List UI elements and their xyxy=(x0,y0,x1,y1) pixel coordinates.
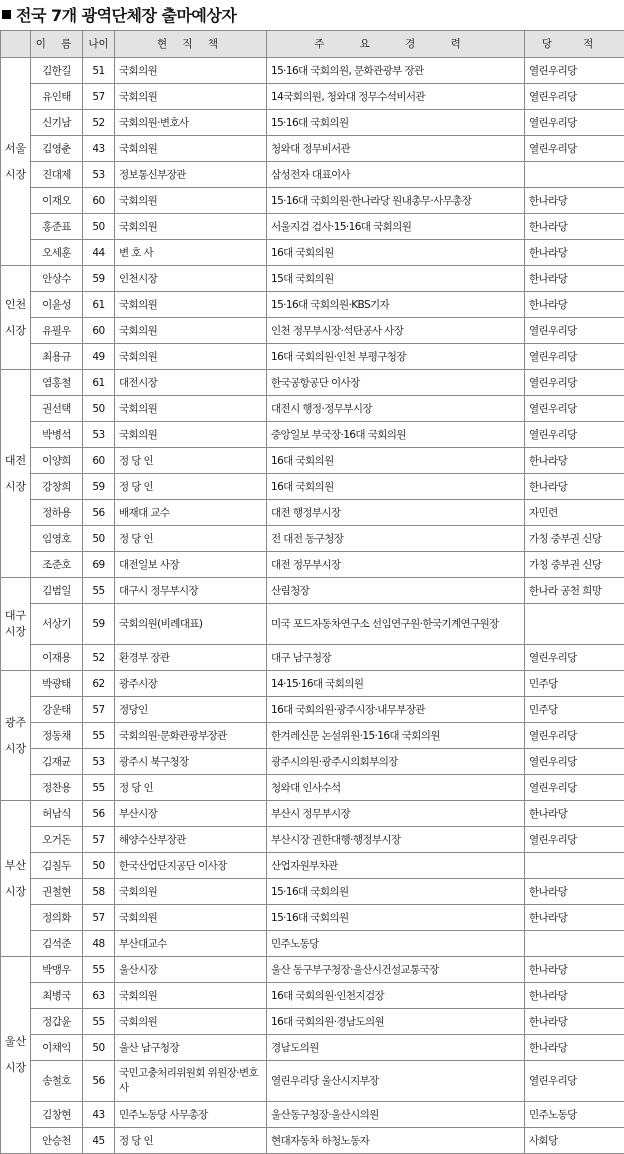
career-cell: 부산시 정무부시장 xyxy=(267,801,525,827)
table-row xyxy=(1,162,624,188)
career-cell: 경남도의원 xyxy=(267,1035,525,1061)
candidates-table xyxy=(0,30,624,1154)
party-cell: 열린우리당 xyxy=(525,827,624,853)
party-cell: 가칭 중부권 신당 xyxy=(525,552,624,578)
name-cell: 허남식 xyxy=(31,801,83,827)
party-cell: 한나라당 xyxy=(525,266,624,292)
age-cell: 60 xyxy=(83,318,115,344)
region-cell: 서울시장 xyxy=(1,58,31,266)
name-cell: 이양희 xyxy=(31,448,83,474)
party-cell xyxy=(525,162,624,188)
party-cell: 열린우리당 xyxy=(525,1061,624,1102)
party-cell: 한나라당 xyxy=(525,905,624,931)
age-cell: 61 xyxy=(83,370,115,396)
career-cell: 15·16대 국회의원·한나라당 원내총무·사무총장 xyxy=(267,188,525,214)
table-row xyxy=(1,827,624,853)
party-cell: 열린우리당 xyxy=(525,723,624,749)
table-row xyxy=(1,905,624,931)
name-cell: 권철현 xyxy=(31,879,83,905)
age-cell: 60 xyxy=(83,448,115,474)
party-cell: 열린우리당 xyxy=(525,110,624,136)
position-cell: 대전시장 xyxy=(115,370,267,396)
position-cell: 울산 남구청장 xyxy=(115,1035,267,1061)
name-cell: 이재용 xyxy=(31,645,83,671)
age-cell: 60 xyxy=(83,188,115,214)
page-title xyxy=(0,0,624,28)
position-cell: 국회의원 xyxy=(115,58,267,84)
career-cell: 대구 남구청장 xyxy=(267,645,525,671)
party-cell: 열린우리당 xyxy=(525,775,624,801)
career-cell: 15대 국회의원 xyxy=(267,266,525,292)
party-cell: 민주노동당 xyxy=(525,1102,624,1128)
party-cell xyxy=(525,604,624,645)
name-cell: 진대제 xyxy=(31,162,83,188)
age-cell: 50 xyxy=(83,1035,115,1061)
table-row xyxy=(1,1061,624,1102)
table-row xyxy=(1,853,624,879)
party-cell: 한나라당 xyxy=(525,957,624,983)
name-cell: 박광태 xyxy=(31,671,83,697)
career-cell: 15·16대 국회의원, 문화관광부 장관 xyxy=(267,58,525,84)
party-cell: 가칭 중부권 신당 xyxy=(525,526,624,552)
name-cell: 최용규 xyxy=(31,344,83,370)
name-cell: 권선택 xyxy=(31,396,83,422)
party-cell: 사회당 xyxy=(525,1128,624,1154)
career-cell: 15·16대 국회의원 xyxy=(267,905,525,931)
table-row xyxy=(1,879,624,905)
header-party: 당 적 xyxy=(525,31,624,58)
age-cell: 59 xyxy=(83,266,115,292)
position-cell: 정 당 인 xyxy=(115,1128,267,1154)
name-cell: 박맹우 xyxy=(31,957,83,983)
header-age: 나이 xyxy=(83,31,115,58)
name-cell: 김창현 xyxy=(31,1102,83,1128)
career-cell: 울산동구청장·울산시의원 xyxy=(267,1102,525,1128)
age-cell: 59 xyxy=(83,474,115,500)
party-cell: 민주당 xyxy=(525,697,624,723)
region-cell: 울산시장 xyxy=(1,957,31,1154)
position-cell: 국회의원 xyxy=(115,879,267,905)
position-cell: 부산시장 xyxy=(115,801,267,827)
age-cell: 51 xyxy=(83,58,115,84)
position-cell: 민주노동당 사무총장 xyxy=(115,1102,267,1128)
career-cell: 16대 국회의원·인천 부평구청장 xyxy=(267,344,525,370)
name-cell: 염홍철 xyxy=(31,370,83,396)
position-cell: 국회의원 xyxy=(115,188,267,214)
table-row xyxy=(1,84,624,110)
name-cell: 정동채 xyxy=(31,723,83,749)
name-cell: 강창희 xyxy=(31,474,83,500)
party-cell: 열린우리당 xyxy=(525,749,624,775)
table-row xyxy=(1,552,624,578)
age-cell: 63 xyxy=(83,983,115,1009)
table-row xyxy=(1,292,624,318)
name-cell: 정의화 xyxy=(31,905,83,931)
header-name: 이 름 xyxy=(31,31,83,58)
position-cell: 국회의원 xyxy=(115,292,267,318)
career-cell: 현대자동차 하청노동자 xyxy=(267,1128,525,1154)
age-cell: 57 xyxy=(83,905,115,931)
position-cell: 정 당 인 xyxy=(115,474,267,500)
table-row xyxy=(1,578,624,604)
name-cell: 김한길 xyxy=(31,58,83,84)
career-cell: 16대 국회의원 xyxy=(267,240,525,266)
position-cell: 환경부 장관 xyxy=(115,645,267,671)
age-cell: 53 xyxy=(83,422,115,448)
position-cell: 국민고충처리위원회 위원장·변호사 xyxy=(115,1061,267,1102)
table-row xyxy=(1,214,624,240)
name-cell: 김재균 xyxy=(31,749,83,775)
position-cell: 정 당 인 xyxy=(115,775,267,801)
region-cell: 광주시장 xyxy=(1,671,31,801)
position-cell: 국회의원 xyxy=(115,318,267,344)
party-cell: 한나라당 xyxy=(525,1035,624,1061)
name-cell: 송철호 xyxy=(31,1061,83,1102)
position-cell: 국회의원 xyxy=(115,905,267,931)
career-cell: 15·16대 국회의원·KBS기자 xyxy=(267,292,525,318)
table-row xyxy=(1,723,624,749)
age-cell: 50 xyxy=(83,853,115,879)
career-cell: 인천 정무부시장·석탄공사 사장 xyxy=(267,318,525,344)
age-cell: 44 xyxy=(83,240,115,266)
table-row xyxy=(1,448,624,474)
career-cell: 중앙일보 부국장·16대 국회의원 xyxy=(267,422,525,448)
header-career: 주 요 경 력 xyxy=(267,31,525,58)
table-row xyxy=(1,370,624,396)
table-row xyxy=(1,58,624,84)
party-cell: 한나라당 xyxy=(525,292,624,318)
region-cell: 대전시장 xyxy=(1,370,31,578)
career-cell: 대전 행정부시장 xyxy=(267,500,525,526)
career-cell: 15·16대 국회의원 xyxy=(267,879,525,905)
party-cell: 한나라당 xyxy=(525,188,624,214)
career-cell: 산업자원부차관 xyxy=(267,853,525,879)
position-cell: 국회의원 xyxy=(115,84,267,110)
position-cell: 정 당 인 xyxy=(115,448,267,474)
table-row xyxy=(1,1009,624,1035)
age-cell: 53 xyxy=(83,162,115,188)
name-cell: 조준호 xyxy=(31,552,83,578)
party-cell: 한나라당 xyxy=(525,983,624,1009)
name-cell: 오거돈 xyxy=(31,827,83,853)
position-cell: 국회의원 xyxy=(115,983,267,1009)
age-cell: 56 xyxy=(83,1061,115,1102)
name-cell: 오세훈 xyxy=(31,240,83,266)
age-cell: 55 xyxy=(83,1009,115,1035)
name-cell: 정갑윤 xyxy=(31,1009,83,1035)
region-cell: 인천시장 xyxy=(1,266,31,370)
position-cell: 정 당 인 xyxy=(115,526,267,552)
name-cell: 유필우 xyxy=(31,318,83,344)
table-row xyxy=(1,500,624,526)
age-cell: 48 xyxy=(83,931,115,957)
age-cell: 55 xyxy=(83,578,115,604)
age-cell: 55 xyxy=(83,775,115,801)
age-cell: 57 xyxy=(83,697,115,723)
name-cell: 김영춘 xyxy=(31,136,83,162)
table-row xyxy=(1,957,624,983)
career-cell: 16대 국회의원 xyxy=(267,448,525,474)
career-cell: 대전시 행정·정무부시장 xyxy=(267,396,525,422)
party-cell: 열린우리당 xyxy=(525,136,624,162)
table-row xyxy=(1,801,624,827)
career-cell: 15·16대 국회의원 xyxy=(267,110,525,136)
age-cell: 49 xyxy=(83,344,115,370)
career-cell: 16대 국회의원·광주시장·내무부장관 xyxy=(267,697,525,723)
position-cell: 대구시 정무부시장 xyxy=(115,578,267,604)
position-cell: 정보통신부장관 xyxy=(115,162,267,188)
table-row xyxy=(1,604,624,645)
age-cell: 62 xyxy=(83,671,115,697)
position-cell: 배재대 교수 xyxy=(115,500,267,526)
table-row xyxy=(1,526,624,552)
age-cell: 61 xyxy=(83,292,115,318)
age-cell: 58 xyxy=(83,879,115,905)
name-cell: 임영호 xyxy=(31,526,83,552)
age-cell: 57 xyxy=(83,84,115,110)
position-cell: 인천시장 xyxy=(115,266,267,292)
table-row xyxy=(1,318,624,344)
career-cell: 14·15·16대 국회의원 xyxy=(267,671,525,697)
career-cell: 청와대 인사수석 xyxy=(267,775,525,801)
table-row xyxy=(1,1035,624,1061)
table-row xyxy=(1,110,624,136)
region-cell: 부산시장 xyxy=(1,801,31,957)
age-cell: 52 xyxy=(83,645,115,671)
name-cell: 김칠두 xyxy=(31,853,83,879)
age-cell: 69 xyxy=(83,552,115,578)
party-cell xyxy=(525,853,624,879)
party-cell: 한나라당 xyxy=(525,214,624,240)
position-cell: 대전일보 사장 xyxy=(115,552,267,578)
table-row xyxy=(1,344,624,370)
career-cell: 대전 정무부시장 xyxy=(267,552,525,578)
position-cell: 정당인 xyxy=(115,697,267,723)
position-cell: 해양수산부장관 xyxy=(115,827,267,853)
region-cell: 대구시장 xyxy=(1,578,31,671)
position-cell: 광주시장 xyxy=(115,671,267,697)
party-cell: 열린우리당 xyxy=(525,422,624,448)
career-cell: 민주노동당 xyxy=(267,931,525,957)
career-cell: 14국회의원, 청와대 정무수석비서관 xyxy=(267,84,525,110)
age-cell: 50 xyxy=(83,526,115,552)
age-cell: 59 xyxy=(83,604,115,645)
name-cell: 안승천 xyxy=(31,1128,83,1154)
age-cell: 56 xyxy=(83,801,115,827)
position-cell: 울산시장 xyxy=(115,957,267,983)
career-cell: 전 대전 동구청장 xyxy=(267,526,525,552)
age-cell: 50 xyxy=(83,396,115,422)
name-cell: 강운태 xyxy=(31,697,83,723)
table-row xyxy=(1,136,624,162)
position-cell: 국회의원(비례대표) xyxy=(115,604,267,645)
name-cell: 이윤성 xyxy=(31,292,83,318)
table-row xyxy=(1,671,624,697)
career-cell: 청와대 정무비서관 xyxy=(267,136,525,162)
table-row xyxy=(1,931,624,957)
career-cell: 산림청장 xyxy=(267,578,525,604)
party-cell: 열린우리당 xyxy=(525,344,624,370)
party-cell: 열린우리당 xyxy=(525,396,624,422)
name-cell: 김범일 xyxy=(31,578,83,604)
name-cell: 정찬용 xyxy=(31,775,83,801)
career-cell: 울산 동구부구청장·울산시건설교통국장 xyxy=(267,957,525,983)
career-cell: 16대 국회의원·경남도의원 xyxy=(267,1009,525,1035)
career-cell: 열린우리당 울산시지부장 xyxy=(267,1061,525,1102)
name-cell: 정하용 xyxy=(31,500,83,526)
party-cell: 한나라당 xyxy=(525,1009,624,1035)
career-cell: 부산시장 권한대행·행정부시장 xyxy=(267,827,525,853)
party-cell: 열린우리당 xyxy=(525,370,624,396)
party-cell: 열린우리당 xyxy=(525,645,624,671)
header-region xyxy=(1,31,31,58)
table-body xyxy=(1,58,624,1154)
position-cell: 국회의원 xyxy=(115,136,267,162)
party-cell: 한나라당 xyxy=(525,240,624,266)
table-row xyxy=(1,749,624,775)
career-cell: 16대 국회의원 xyxy=(267,474,525,500)
table-header-row xyxy=(1,31,624,58)
party-cell: 열린우리당 xyxy=(525,318,624,344)
table-row xyxy=(1,983,624,1009)
party-cell: 민주당 xyxy=(525,671,624,697)
career-cell: 16대 국회의원·인천지검장 xyxy=(267,983,525,1009)
name-cell: 이채익 xyxy=(31,1035,83,1061)
position-cell: 국회의원 xyxy=(115,344,267,370)
table-row xyxy=(1,188,624,214)
name-cell: 박병석 xyxy=(31,422,83,448)
table-row xyxy=(1,775,624,801)
position-cell: 국회의원·문화관광부장관 xyxy=(115,723,267,749)
table-row xyxy=(1,645,624,671)
name-cell: 최병국 xyxy=(31,983,83,1009)
position-cell: 국회의원 xyxy=(115,396,267,422)
party-cell: 한나라당 xyxy=(525,879,624,905)
table-row xyxy=(1,240,624,266)
name-cell: 이재오 xyxy=(31,188,83,214)
name-cell: 김석준 xyxy=(31,931,83,957)
age-cell: 53 xyxy=(83,749,115,775)
age-cell: 50 xyxy=(83,214,115,240)
party-cell xyxy=(525,931,624,957)
party-cell: 한나라당 xyxy=(525,474,624,500)
position-cell: 국회의원 xyxy=(115,1009,267,1035)
age-cell: 57 xyxy=(83,827,115,853)
age-cell: 55 xyxy=(83,723,115,749)
position-cell: 국회의원 xyxy=(115,422,267,448)
party-cell: 한나라 공천 희망 xyxy=(525,578,624,604)
name-cell: 유인태 xyxy=(31,84,83,110)
party-cell: 열린우리당 xyxy=(525,58,624,84)
career-cell: 서울지검 검사·15·16대 국회의원 xyxy=(267,214,525,240)
position-cell: 광주시 북구청장 xyxy=(115,749,267,775)
table-row xyxy=(1,1128,624,1154)
age-cell: 55 xyxy=(83,957,115,983)
page-title-text: 전국 7개 광역단체장 출마예상자 xyxy=(16,3,236,26)
party-cell: 한나라당 xyxy=(525,801,624,827)
position-cell: 변 호 사 xyxy=(115,240,267,266)
square-bullet-icon xyxy=(2,10,11,19)
name-cell: 안상수 xyxy=(31,266,83,292)
career-cell: 광주시의원·광주시의회부의장 xyxy=(267,749,525,775)
party-cell: 열린우리당 xyxy=(525,84,624,110)
party-cell: 자민련 xyxy=(525,500,624,526)
position-cell: 국회의원 xyxy=(115,214,267,240)
name-cell: 서상기 xyxy=(31,604,83,645)
age-cell: 43 xyxy=(83,136,115,162)
header-position: 현 직 책 xyxy=(115,31,267,58)
table-row xyxy=(1,697,624,723)
name-cell: 홍준표 xyxy=(31,214,83,240)
position-cell: 부산대교수 xyxy=(115,931,267,957)
age-cell: 43 xyxy=(83,1102,115,1128)
table-row xyxy=(1,396,624,422)
table-row xyxy=(1,1102,624,1128)
career-cell: 미국 포드자동차연구소 선임연구원·한국기계연구원장 xyxy=(267,604,525,645)
age-cell: 52 xyxy=(83,110,115,136)
position-cell: 국회의원·변호사 xyxy=(115,110,267,136)
name-cell: 신기남 xyxy=(31,110,83,136)
age-cell: 45 xyxy=(83,1128,115,1154)
party-cell: 한나라당 xyxy=(525,448,624,474)
career-cell: 한국공항공단 이사장 xyxy=(267,370,525,396)
position-cell: 한국산업단지공단 이사장 xyxy=(115,853,267,879)
age-cell: 56 xyxy=(83,500,115,526)
career-cell: 한겨레신문 논설위원·15·16대 국회의원 xyxy=(267,723,525,749)
table-row xyxy=(1,474,624,500)
career-cell: 삼성전자 대표이사 xyxy=(267,162,525,188)
table-row xyxy=(1,422,624,448)
table-row xyxy=(1,266,624,292)
